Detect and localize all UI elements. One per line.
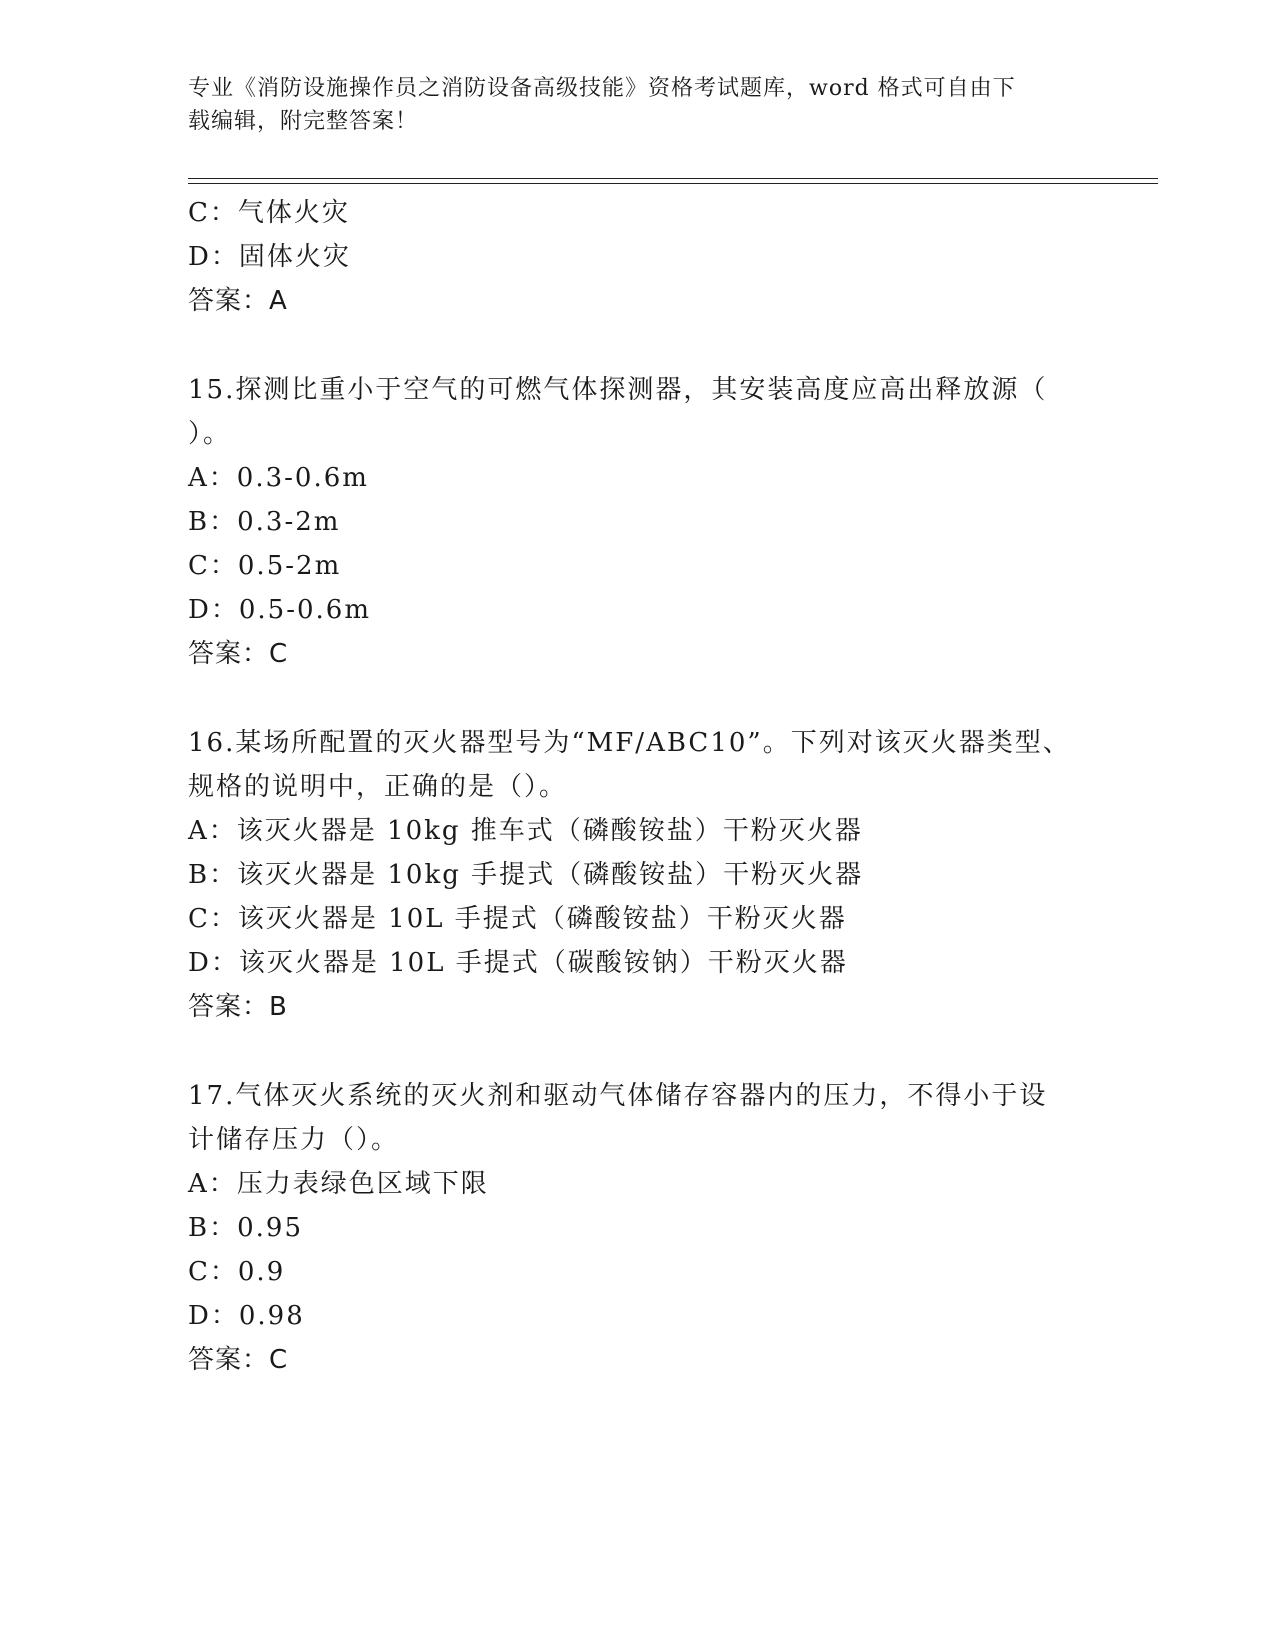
q17-option-b: B：0.95	[188, 1213, 303, 1243]
q17-stem-line-2: 计储存压力（）。	[188, 1125, 400, 1155]
q15-option-c: C：0.5-2m	[188, 551, 342, 581]
q14-answer: 答案：A	[188, 286, 288, 316]
header-divider-bottom	[188, 183, 1158, 184]
q15-option-b: B：0.3-2m	[188, 507, 341, 537]
q17-answer: 答案：C	[188, 1345, 289, 1375]
q16-answer: 答案：B	[188, 992, 288, 1022]
q15-option-d: D：0.5-0.6m	[188, 595, 371, 625]
q15-stem-line-1: 15.探测比重小于空气的可燃气体探测器，其安装高度应高出释放源（	[188, 375, 1048, 405]
q15-answer: 答案：C	[188, 639, 289, 669]
q15-stem-line-2: ）。	[188, 419, 232, 449]
document-header	[188, 72, 1088, 138]
q17-option-c: C：0.9	[188, 1257, 286, 1287]
q16-option-c: C：该灭火器是 10L 手提式（磷酸铵盐）干粉灭火器	[188, 904, 847, 934]
q17-option-d: D：0.98	[188, 1301, 305, 1331]
q16-option-a: A：该灭火器是 10kg 推车式（磷酸铵盐）干粉灭火器	[188, 816, 863, 846]
header-line-1: 专业《消防设施操作员之消防设备高级技能》资格考试题库，word 格式可自由下	[188, 76, 1016, 101]
q16-stem-line-2: 规格的说明中，正确的是（）。	[188, 772, 568, 802]
q16-option-d: D：该灭火器是 10L 手提式（碳酸铵钠）干粉灭火器	[188, 948, 848, 978]
header-line-2: 载编辑，附完整答案！	[188, 109, 419, 134]
q16-stem-line-1: 16.某场所配置的灭火器型号为“MF/ABC10”。下列对该灭火器类型、	[188, 728, 1071, 758]
q14-option-d: D：固体火灾	[188, 242, 351, 272]
q15-option-a: A：0.3-0.6m	[188, 463, 369, 493]
q16-option-b: B：该灭火器是 10kg 手提式（磷酸铵盐）干粉灭火器	[188, 860, 864, 890]
q17-stem-line-1: 17.气体灭火系统的灭火剂和驱动气体储存容器内的压力，不得小于设	[188, 1081, 1048, 1111]
q14-option-c: C：气体火灾	[188, 198, 350, 228]
header-divider-top	[188, 178, 1158, 179]
q17-option-a: A：压力表绿色区域下限	[188, 1169, 489, 1199]
